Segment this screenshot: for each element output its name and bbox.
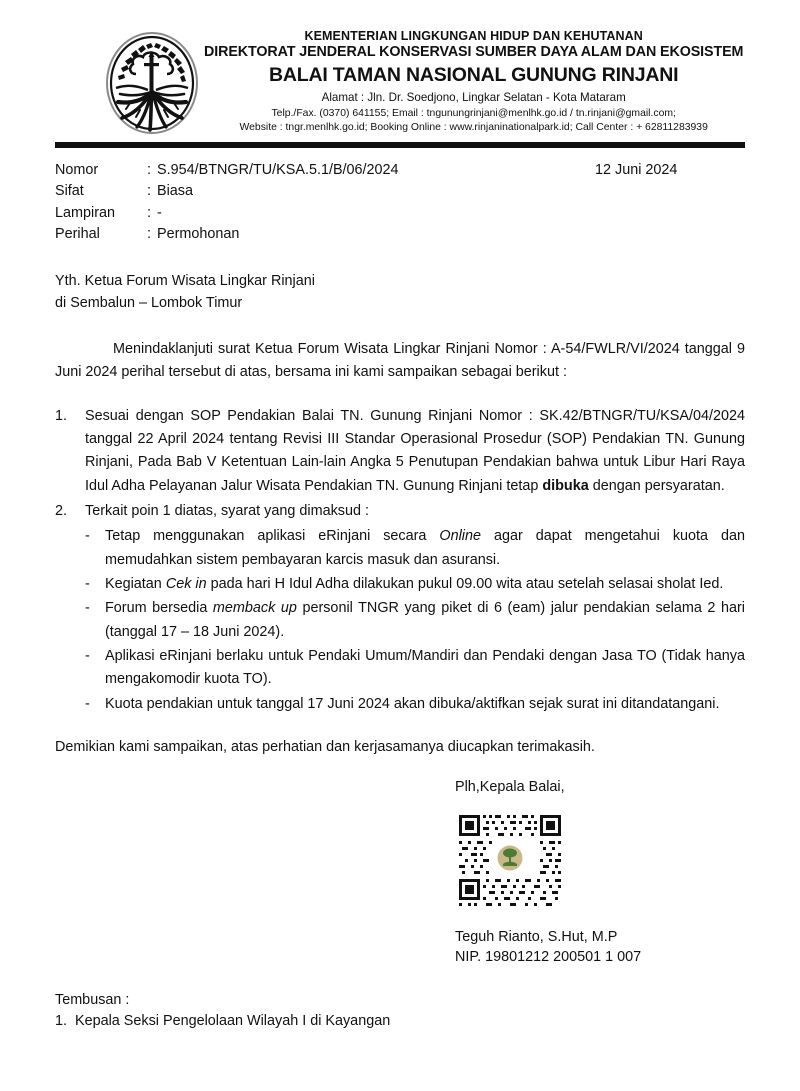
list-item-text-after-bold: dengan persyaratan. — [588, 477, 725, 494]
meta-sep-nomor: : — [147, 162, 151, 179]
sub-bullet-text-part: pada hari H Idul Adha dilakukan pukul 09.00 wita atau setelah selasai sholat Ied. — [206, 575, 724, 592]
sub-bullet-list — [85, 525, 745, 716]
list-item-emphasis: dibuka — [542, 477, 589, 494]
sub-bullet-text-part: Tetap menggunakan aplikasi eRinjani secara — [105, 528, 440, 545]
meta-value-nomor: S.954/BTNGR/TU/KSA.5.1/B/06/2024 — [157, 162, 399, 179]
letter-meta-block — [55, 160, 745, 245]
signature-block — [55, 777, 745, 968]
addressee-block — [55, 271, 745, 314]
meta-row-perihal — [55, 224, 587, 245]
sub-bullet-text-part: Forum bersedia — [105, 600, 213, 617]
list-item-marker: 1. — [55, 407, 68, 424]
list-item — [85, 693, 745, 716]
meta-label-perihal: Perihal — [55, 225, 100, 242]
meta-label-nomor: Nomor — [55, 162, 99, 179]
meta-sep-sifat: : — [147, 183, 151, 200]
letter-meta-table — [55, 160, 587, 245]
office-address: Alamat : Jln. Dr. Soedjono, Lingkar Selatan - Kota Mataram — [321, 91, 626, 105]
list-item — [55, 405, 745, 498]
tembusan-heading: Tembusan : — [55, 991, 130, 1008]
meta-sep-perihal: : — [147, 225, 151, 242]
letter-date: 12 Juni 2024 — [595, 162, 678, 179]
body-intro-paragraph: Menindaklanjuti surat Ketua Forum Wisata Lingkar Rinjani Nomor : A-54/FWLR/VI/2024 tanggal 9 Juni 2024 perihal tersebut di atas, bersama ini kami sampaikan sebagai berikut : — [55, 340, 745, 381]
sub-bullet-body — [105, 573, 745, 596]
letterhead-divider — [55, 142, 745, 148]
sub-bullet-marker: - — [85, 600, 90, 617]
sub-bullet-text-part: agar dapat mengetahui kuota dan memudahkan sistem pembayaran karcis masuk dan asuransi. — [105, 528, 745, 568]
signatory-name: Teguh Rianto, S.Hut, M.P — [455, 928, 618, 945]
list-item-text-before-bold: Sesuai dengan SOP Pendakian Balai TN. Gunung Rinjani Nomor : SK.42/BTNGR/TU/KSA/04/2024 tanggal 22 April 2024 tentang Revisi III Standar Operasional Prosedur (SOP) Pendakian TN. Gunung Rinjani, Pada Bab V Ketentuan Lain-lain Angka 5 Penutupan Pendakian bahwa untuk Libur Hari Raya Idul Adha Pelayanan Jalur Wisata Pendakian TN. Gunung Rinjani tetap — [85, 407, 745, 494]
list-item — [55, 500, 745, 523]
addressee-line-2: di Sembalun – Lombok Timur — [55, 294, 243, 311]
sub-bullet-body — [105, 597, 745, 644]
list-item-body — [85, 405, 745, 498]
sub-bullet-text-part: personil TNGR yang piket di 6 (eam) jalur pendakian selama 2 hari (tanggal 17 – 18 Juni 2024). — [105, 600, 745, 640]
tembusan-item-number: 1. — [55, 1013, 68, 1030]
ministry-of-environment-and-forestry-emblem-icon — [104, 30, 200, 136]
list-item — [85, 525, 745, 572]
meta-value-perihal: Permohonan — [157, 225, 240, 242]
logo-container — [100, 28, 204, 136]
letterhead-text — [204, 28, 749, 136]
directorate-name: DIREKTORAT JENDERAL KONSERVASI SUMBER DAYA ALAM DAN EKOSISTEM — [204, 44, 744, 60]
qr-area — [455, 813, 641, 913]
sub-bullet-body: Aplikasi eRinjani berlaku untuk Pendaki Umum/Mandiri dan Pendaki dengan Jasa TO (Tidak hanya mengakomodir kuota TO). — [105, 647, 745, 688]
meta-value-sifat: Biasa — [157, 183, 193, 200]
list-item-marker: 2. — [55, 502, 68, 519]
meta-row-nomor — [55, 160, 587, 181]
meta-label-sifat: Sifat — [55, 183, 84, 200]
meta-sep-lampiran: : — [147, 204, 151, 221]
list-item — [55, 1011, 745, 1033]
meta-label-lampiran: Lampiran — [55, 204, 115, 221]
signatory-title: Plh,Kepala Balai, — [455, 779, 565, 796]
tembusan-item-text: Kepala Seksi Pengelolaan Wilayah I di Kayangan — [75, 1013, 391, 1030]
list-item — [85, 573, 745, 596]
sub-bullet-body — [105, 525, 745, 572]
meta-row-lampiran — [55, 203, 587, 224]
tembusan-block — [55, 990, 745, 1033]
office-contact-line-1: Telp./Fax. (0370) 641155; Email : tngunungrinjani@menlhk.go.id / tn.rinjani@gmail.com; — [271, 107, 676, 119]
addressee-line-1: Yth. Ketua Forum Wisata Lingkar Rinjani — [55, 273, 315, 290]
sub-bullet-marker: - — [85, 575, 90, 592]
sub-bullet-italic-part: Cek in — [165, 575, 207, 592]
sub-bullet-marker: - — [85, 528, 90, 545]
meta-value-lampiran: - — [157, 204, 162, 221]
meta-row-sifat — [55, 181, 587, 202]
sub-bullet-body: Kuota pendakian untuk tanggal 17 Juni 2024 akan dibuka/aktifkan sejak surat ini ditandatangani. — [105, 695, 720, 712]
numbered-list — [55, 405, 745, 716]
office-name: BALAI TAMAN NASIONAL GUNUNG RINJANI — [269, 63, 679, 86]
sub-bullet-marker: - — [85, 647, 90, 664]
sub-bullet-italic-part: memback up — [212, 600, 297, 617]
letterhead — [55, 0, 745, 136]
list-item — [85, 645, 745, 692]
signatory-nip: NIP. 19801212 200501 1 007 — [455, 949, 642, 966]
sub-bullet-text-part: Kegiatan — [105, 575, 166, 592]
list-item — [85, 597, 745, 644]
sub-bullet-marker: - — [85, 695, 90, 712]
office-contact-line-2: Website : tngr.menlhk.go.id; Booking Online : www.rinjaninationalpark.id; Call Center : + 62811283939 — [239, 122, 708, 134]
signature-inner — [455, 777, 641, 968]
digital-signature-qr-code-icon — [455, 813, 565, 913]
ministry-name: KEMENTERIAN LINGKUNGAN HIDUP DAN KEHUTANAN — [304, 29, 643, 43]
closing-paragraph: Demikian kami sampaikan, atas perhatian dan kerjasamanya diucapkan terimakasih. — [55, 738, 595, 755]
list-item-body: Terkait poin 1 diatas, syarat yang dimaksud : — [85, 502, 369, 519]
sub-bullet-italic-part: Online — [439, 528, 481, 545]
